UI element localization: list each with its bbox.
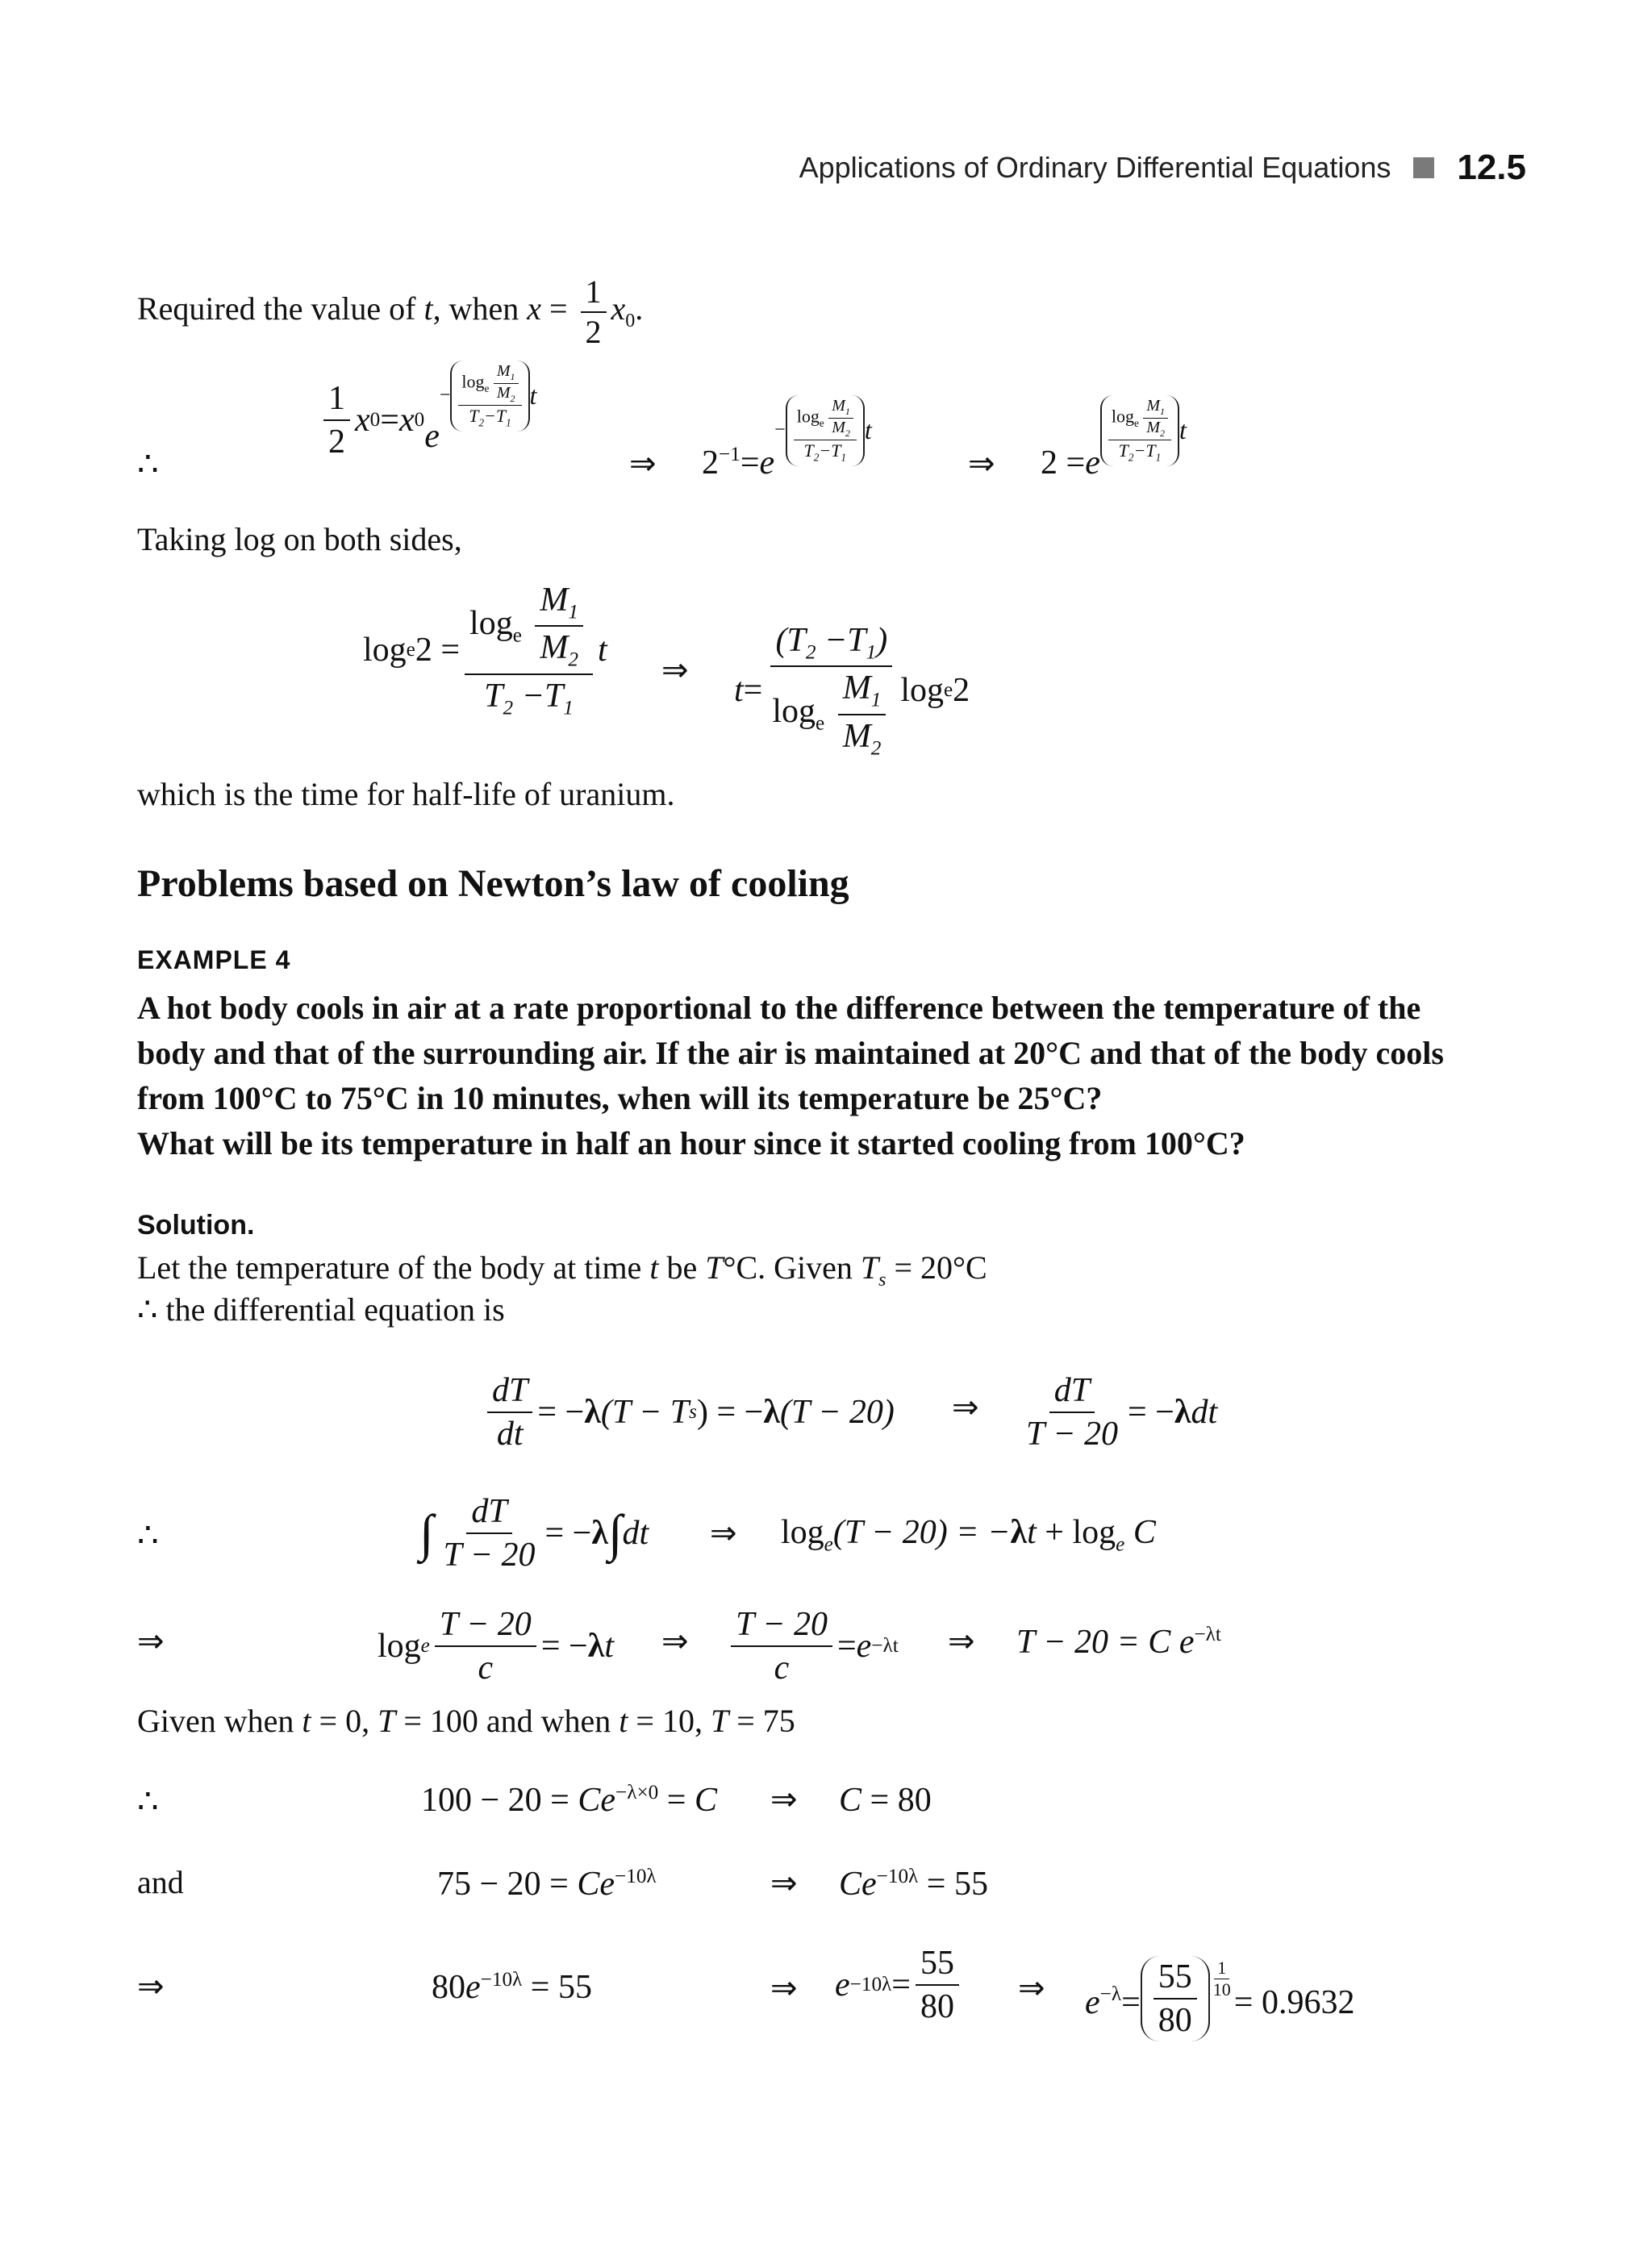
log: log <box>1111 406 1134 427</box>
exp-t: t <box>864 415 872 445</box>
m2 <box>1143 419 1168 440</box>
eq-differential <box>482 1371 895 1453</box>
mass-ratio <box>535 581 583 672</box>
eq-integration <box>419 1492 649 1574</box>
implies-arrow: ⇒ <box>629 445 657 482</box>
text: = − <box>544 1515 592 1552</box>
solution-line-1 <box>137 1250 987 1291</box>
exp-num <box>794 397 857 440</box>
text: (T − 20) <box>779 1394 895 1431</box>
eq-80e <box>432 1968 592 2007</box>
lambda: λ <box>587 1628 605 1665</box>
sub: 1 <box>845 406 850 418</box>
log: log <box>378 1628 421 1665</box>
power-fraction <box>1210 1958 1234 2000</box>
log-fraction <box>465 581 593 719</box>
half-fraction <box>581 274 607 350</box>
var: t <box>302 1703 311 1739</box>
implies-arrow: ⇒ <box>1018 1970 1045 2007</box>
log: log <box>781 1514 824 1551</box>
required-line <box>137 274 643 350</box>
text: Given when <box>137 1703 302 1739</box>
text: = <box>1121 1984 1141 2021</box>
sub: s <box>878 1270 886 1291</box>
eq-final-form <box>1016 1623 1221 1662</box>
power-paren <box>1141 1956 1210 2041</box>
solution-label: Solution. <box>137 1210 255 1241</box>
t-fraction <box>767 621 895 760</box>
sub: 2 <box>870 737 882 760</box>
text: = 80 <box>861 1782 932 1819</box>
and-text: and <box>137 1864 184 1900</box>
exponent-fraction <box>1108 397 1171 464</box>
log: log <box>461 371 485 392</box>
log: log <box>900 672 944 710</box>
e: e <box>465 1969 481 2006</box>
sup: −1 <box>719 444 740 465</box>
den: T − 20 <box>1026 1416 1118 1453</box>
text: Ce <box>839 1866 877 1903</box>
sub: e <box>1133 417 1139 430</box>
lambda: λ <box>763 1394 780 1431</box>
sup: −λt <box>871 1635 899 1657</box>
text: = <box>658 1782 695 1819</box>
m: M <box>832 419 845 437</box>
num: T − 20 <box>731 1605 832 1647</box>
text: ) = − <box>696 1394 764 1431</box>
text: Ce <box>577 1866 615 1903</box>
solution-line-2: ∴ the differential equation is <box>137 1291 505 1328</box>
sub: 1 <box>1160 406 1165 418</box>
t: T <box>803 440 814 461</box>
text: dt <box>622 1515 649 1552</box>
sub: 2 <box>1128 451 1134 464</box>
minus: − <box>484 406 496 427</box>
half-fraction <box>323 379 350 461</box>
text: 80 <box>432 1969 465 2006</box>
text: Let the temperature of the body at time <box>137 1249 650 1286</box>
two: 2 <box>702 444 719 482</box>
text: T − 20 = <box>1016 1624 1149 1661</box>
exponent <box>440 361 537 431</box>
sub: e <box>484 382 490 395</box>
den: 2 <box>328 423 345 461</box>
text: = − <box>540 1628 588 1665</box>
t: T <box>484 677 503 715</box>
eq-c-value <box>421 1781 717 1820</box>
text: = <box>380 402 399 439</box>
text: (T <box>775 622 806 659</box>
exp-num <box>458 362 521 406</box>
num: 1 <box>323 379 350 421</box>
m1 <box>535 581 583 627</box>
text: (T − 20) = − <box>832 1514 1011 1551</box>
sub: 2 <box>845 427 850 440</box>
var: x <box>398 402 415 439</box>
var: t <box>598 632 607 669</box>
lambda: λ <box>1010 1514 1028 1551</box>
var: x <box>611 290 626 327</box>
mass-ratio <box>828 397 853 440</box>
e: e <box>1170 1624 1195 1661</box>
num: dT <box>487 1371 532 1413</box>
num: 1 <box>1214 1958 1229 1979</box>
var: T <box>860 1249 879 1286</box>
var: t <box>604 1628 614 1665</box>
sub: 1 <box>870 689 882 711</box>
example-label: EXAMPLE 4 <box>137 945 291 974</box>
lambda: λ <box>584 1394 601 1431</box>
t: T <box>544 677 564 715</box>
sub: e <box>512 624 522 647</box>
exponent-fraction <box>458 362 521 429</box>
m1 <box>838 669 886 715</box>
text: = − <box>1127 1394 1174 1431</box>
exp-t: t <box>1179 415 1187 445</box>
eq-t-result <box>734 621 970 760</box>
implies-arrow: ⇒ <box>770 1970 798 2007</box>
text: dt <box>1191 1394 1218 1431</box>
sup: −10λ <box>615 1866 657 1887</box>
exponent-paren <box>786 395 865 465</box>
text: = <box>743 672 763 710</box>
text: = 0, <box>311 1703 378 1739</box>
implies-arrow: ⇒ <box>710 1515 737 1552</box>
eq-separated <box>1016 1371 1217 1453</box>
sub: 2 <box>1160 427 1165 440</box>
text: be <box>658 1249 706 1286</box>
exponent <box>1100 395 1187 465</box>
den: 2 <box>585 314 602 350</box>
m: M <box>842 717 871 755</box>
implies-arrow: ⇒ <box>952 1389 979 1426</box>
sub: e <box>824 1533 833 1556</box>
text: 100 − 20 = <box>421 1782 578 1819</box>
num <box>465 581 593 675</box>
eq-integrated <box>781 1513 1156 1556</box>
exp-num <box>1108 397 1171 440</box>
e: e <box>1085 1984 1100 2021</box>
num: 1 <box>581 274 607 313</box>
implies-arrow: ⇒ <box>770 1781 798 1818</box>
minus: − <box>819 440 832 461</box>
text: Required the value of <box>137 290 424 327</box>
m2 <box>494 384 519 405</box>
var: T <box>378 1703 396 1739</box>
implies-arrow: ⇒ <box>770 1865 798 1902</box>
text: 2 <box>953 672 970 710</box>
var: x <box>527 290 541 327</box>
exp-t: t <box>529 381 537 411</box>
given-line <box>137 1703 795 1739</box>
example-line: from 100°C to 75°C in 10 minutes, when will its temperature be 25°C? <box>137 1080 1103 1116</box>
running-header <box>0 144 1526 192</box>
eq-second-condition <box>437 1865 657 1904</box>
lambda: λ <box>1174 1394 1191 1431</box>
text: = <box>740 444 760 482</box>
integral-sign: ∫ <box>419 1504 434 1562</box>
sub: 1 <box>510 371 515 383</box>
t: T <box>831 440 841 461</box>
ratio-fraction <box>916 1944 959 2026</box>
text: = 55 <box>522 1969 592 2006</box>
text: °C. Given <box>723 1249 861 1286</box>
sub: 1 <box>568 601 578 623</box>
num: dT <box>1049 1371 1095 1413</box>
text: 2 = <box>1041 444 1086 482</box>
text: −T <box>816 622 866 659</box>
m: M <box>496 362 511 381</box>
sup: −λt <box>1194 1624 1221 1645</box>
den <box>479 675 578 719</box>
text: 75 − 20 = <box>437 1866 578 1903</box>
dT-fraction <box>1021 1371 1123 1453</box>
var: C <box>1124 1514 1156 1551</box>
den: 80 <box>920 1988 954 2025</box>
text: ) <box>876 622 888 659</box>
m: M <box>832 397 845 415</box>
var: t <box>423 290 433 327</box>
mass-ratio <box>494 362 519 405</box>
text: 2 = <box>415 632 461 669</box>
minus: − <box>439 385 451 407</box>
running-title: Applications of Ordinary Differential Equations <box>799 151 1391 184</box>
var: C <box>839 1782 862 1819</box>
var: t <box>734 672 744 710</box>
var: T <box>705 1249 724 1286</box>
sub: e <box>943 679 953 702</box>
m2 <box>535 627 583 671</box>
implies-arrow: ⇒ <box>137 1968 165 2005</box>
var: t <box>619 1703 628 1739</box>
text: = <box>836 1628 857 1665</box>
example-line: What will be its temperature in half an hour since it started cooling from 100°C? <box>137 1125 1245 1161</box>
text: Ce <box>578 1782 616 1819</box>
eq-exp-form <box>726 1605 899 1687</box>
exp-den <box>801 440 850 464</box>
sub: 0 <box>369 409 381 431</box>
implies-arrow: ⇒ <box>661 652 689 689</box>
taking-log-text: Taking log on both sides, <box>137 521 462 557</box>
exponent-paren <box>450 361 529 431</box>
example-line: A hot body cools in air at a rate proportional to the difference between the temperature of the <box>137 990 1421 1026</box>
implies-arrow: ⇒ <box>137 1623 165 1660</box>
m1 <box>494 362 519 384</box>
header-square-icon <box>1413 157 1434 178</box>
integral-sign: ∫ <box>608 1504 623 1562</box>
sub: e <box>406 639 415 661</box>
t: T <box>1118 440 1128 461</box>
m: M <box>842 669 871 707</box>
sub: e <box>816 712 825 735</box>
m: M <box>496 384 511 402</box>
text: = 100 and when <box>395 1703 620 1739</box>
text: , when <box>432 290 528 327</box>
text: = <box>891 1966 911 2004</box>
e: e <box>424 418 440 455</box>
e: e <box>835 1966 850 2004</box>
log: log <box>772 693 816 731</box>
m: M <box>540 629 569 667</box>
sub: e <box>1116 1533 1125 1556</box>
m2 <box>838 715 886 760</box>
sub: 2 <box>510 393 515 405</box>
minus: − <box>774 419 786 441</box>
t: T <box>469 406 479 427</box>
text: = <box>540 290 576 327</box>
text: = 20°C <box>886 1249 987 1286</box>
t: T <box>1145 440 1156 461</box>
sub: 2 <box>813 451 820 464</box>
eq-log-both-sides <box>363 581 607 719</box>
sup: −λ <box>1099 1983 1122 2005</box>
section-title: Problems based on Newton’s law of cooling <box>137 862 849 905</box>
var: C <box>694 1782 717 1819</box>
m: M <box>540 582 569 619</box>
text: . <box>635 290 644 327</box>
text: (T − T <box>600 1394 690 1431</box>
sub: e <box>420 1635 430 1657</box>
eq-lambda-result <box>1085 1932 1354 2041</box>
therefore-symbol: ∴ <box>137 1783 159 1820</box>
m1 <box>1143 397 1168 419</box>
den: T − 20 <box>443 1537 536 1574</box>
page-number: 12.5 <box>1457 148 1526 187</box>
log: log <box>469 605 513 643</box>
text: + log <box>1036 1514 1116 1551</box>
log: log <box>796 406 820 427</box>
exp-den <box>1116 440 1165 464</box>
sub: 1 <box>1155 451 1162 464</box>
implies-arrow: ⇒ <box>661 1623 689 1660</box>
exp-den <box>465 406 515 429</box>
sup: −10λ <box>876 1866 919 1887</box>
sub: 1 <box>841 451 847 464</box>
exp-fraction <box>731 1605 832 1687</box>
sub: 1 <box>866 641 877 664</box>
den: 10 <box>1212 1979 1231 2000</box>
m1 <box>828 397 853 419</box>
var: t <box>1027 1514 1037 1551</box>
sub: 0 <box>414 409 425 431</box>
text: = − <box>537 1394 585 1431</box>
sup: −10λ <box>480 1969 523 1991</box>
var: C <box>1148 1624 1171 1661</box>
den <box>767 667 895 760</box>
text: = 55 <box>918 1866 988 1903</box>
ratio-fraction <box>1153 1958 1197 2040</box>
sub: 2 <box>805 641 816 664</box>
eq-c-result <box>839 1781 932 1820</box>
sub: 0 <box>625 311 636 332</box>
sub: 2 <box>568 648 578 671</box>
eq-e-ratio <box>835 1944 964 2026</box>
sub: 2 <box>478 416 485 429</box>
m: M <box>1146 419 1160 437</box>
sub: 2 <box>503 697 514 719</box>
var: T <box>710 1703 729 1739</box>
exponent <box>774 395 872 465</box>
text: = 75 <box>728 1703 795 1739</box>
sup: −10λ <box>849 1974 892 1995</box>
dT-fraction <box>439 1492 540 1574</box>
sub: s <box>689 1401 697 1423</box>
result-value: = 0.9632 <box>1233 1984 1355 2021</box>
num: T − 20 <box>435 1605 536 1647</box>
t: T <box>495 406 507 427</box>
exponent-paren <box>1100 395 1179 465</box>
implies-arrow: ⇒ <box>968 445 995 482</box>
sub: e <box>819 417 824 430</box>
mass-ratio <box>1143 397 1168 440</box>
eq-second-result <box>839 1865 988 1904</box>
log-fraction <box>435 1605 536 1687</box>
e: e <box>1085 444 1100 482</box>
sub: 1 <box>506 416 511 429</box>
eq-half-life-3 <box>1041 379 1187 482</box>
den: dt <box>496 1416 524 1453</box>
exponent-fraction <box>794 397 857 464</box>
implies-arrow: ⇒ <box>948 1623 975 1660</box>
num: 55 <box>1153 1958 1197 2000</box>
den: 80 <box>1158 2002 1192 2039</box>
eq-log-form <box>378 1605 614 1687</box>
minus: − <box>513 677 544 715</box>
e: e <box>856 1628 872 1665</box>
mass-ratio <box>838 669 886 760</box>
text: = 10, <box>628 1703 711 1739</box>
m2 <box>828 419 853 440</box>
num: 55 <box>916 1944 959 1986</box>
e: e <box>759 444 775 482</box>
dT-dt <box>487 1371 532 1453</box>
halflife-text: which is the time for half-life of uranium. <box>137 776 675 812</box>
minus: − <box>1133 440 1146 461</box>
eq-half-life-2 <box>702 379 872 482</box>
log: log <box>363 632 407 669</box>
var: x <box>355 402 370 439</box>
m: M <box>1146 397 1160 415</box>
example-line: body and that of the surrounding air. If the air is maintained at 20°C and that of the body cools <box>137 1035 1444 1071</box>
var: t <box>649 1249 659 1286</box>
num <box>770 621 892 667</box>
den: c <box>478 1649 494 1687</box>
sub: 1 <box>563 697 574 719</box>
sup: −λ×0 <box>615 1782 659 1804</box>
eq-half-life-1 <box>319 362 537 461</box>
lambda: λ <box>591 1515 608 1552</box>
den: c <box>774 1649 790 1687</box>
num: dT <box>466 1492 511 1534</box>
therefore-symbol: ∴ <box>137 446 159 483</box>
therefore-symbol: ∴ <box>137 1517 159 1554</box>
